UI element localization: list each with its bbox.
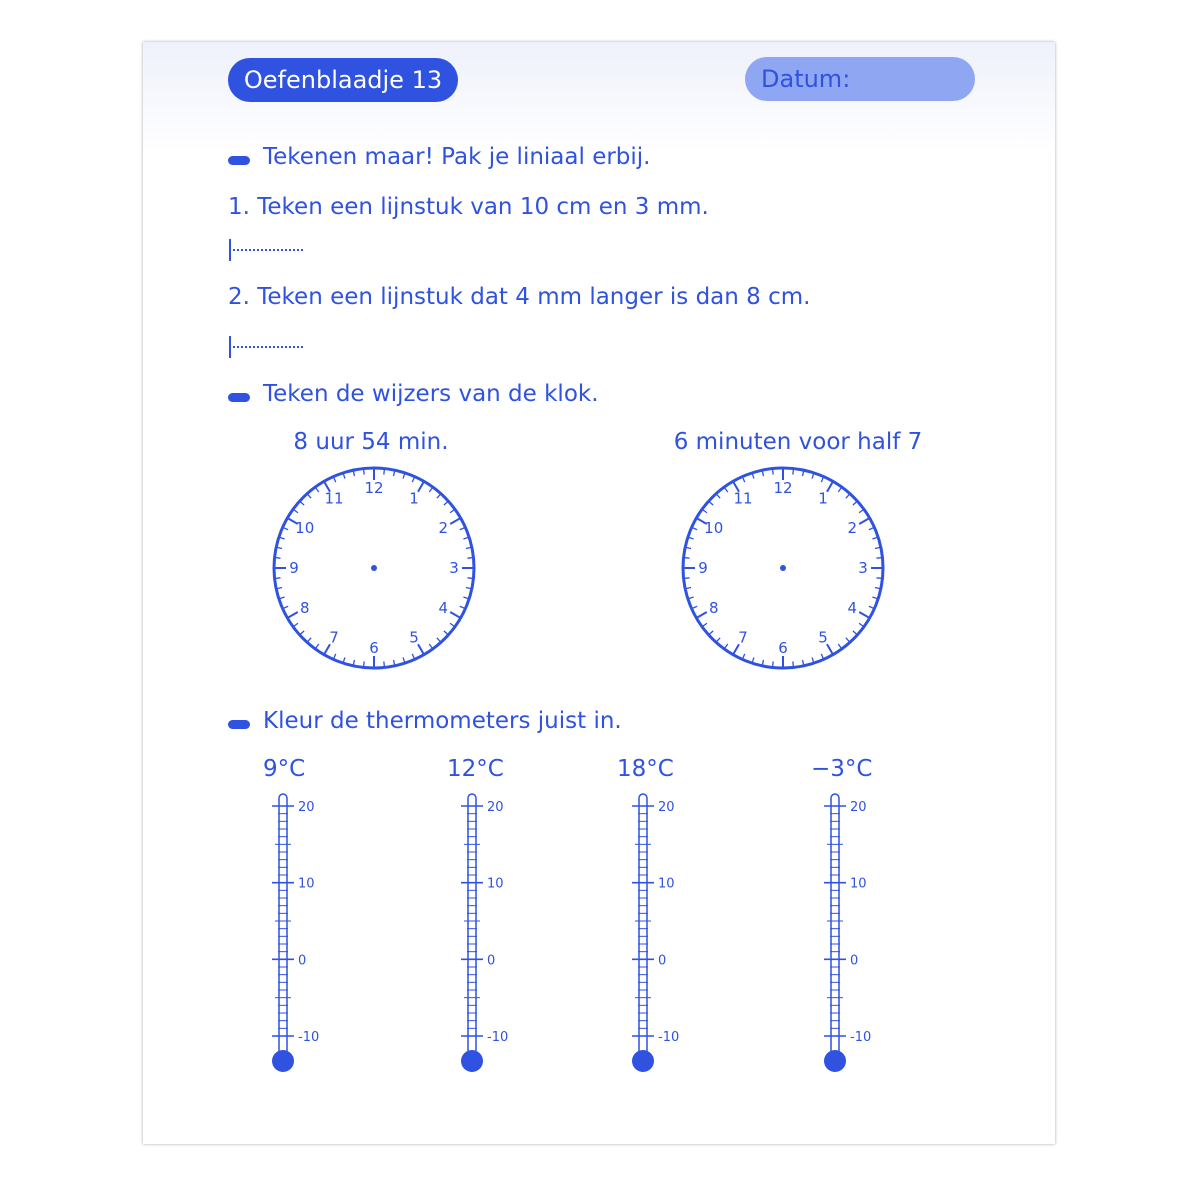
clock-tick bbox=[429, 644, 433, 649]
question-2: 2. Teken een lijnstuk dat 4 mm langer is dan 8 cm. bbox=[228, 284, 811, 310]
bullet-icon bbox=[228, 393, 250, 402]
clock-tick bbox=[450, 612, 460, 618]
clock-face-1[interactable] bbox=[269, 463, 479, 673]
clock-tick bbox=[702, 509, 707, 513]
therm-label-3: 18°C bbox=[617, 756, 674, 782]
therm-scale-label: 0 bbox=[850, 953, 859, 969]
start-tick bbox=[229, 336, 231, 358]
clock-tick bbox=[853, 631, 857, 635]
thermometer-4[interactable] bbox=[812, 792, 892, 1082]
clock-tick bbox=[444, 501, 448, 505]
clock-number: 3 bbox=[858, 559, 868, 577]
bullet-icon bbox=[228, 720, 250, 729]
therm-scale-label: -10 bbox=[487, 1030, 509, 1045]
date-field[interactable]: Datum: bbox=[745, 57, 975, 101]
start-tick bbox=[229, 239, 231, 261]
clock-tick bbox=[696, 612, 706, 618]
clock-tick bbox=[275, 578, 281, 579]
clock-tick bbox=[364, 469, 365, 475]
therm-scale-label: 20 bbox=[658, 800, 675, 815]
clock-number: 12 bbox=[364, 479, 384, 497]
clock-number: 7 bbox=[329, 628, 339, 647]
question-1: 1. Teken een lijnstuk van 10 cm en 3 mm. bbox=[228, 194, 709, 220]
clock-tick bbox=[709, 501, 713, 505]
clock-tick bbox=[384, 469, 385, 475]
clock-tick bbox=[793, 469, 794, 475]
clock-number: 5 bbox=[818, 628, 828, 647]
clock-tick bbox=[418, 644, 424, 654]
clock-number: 6 bbox=[778, 639, 788, 657]
dotted-guide bbox=[233, 346, 303, 348]
clock-label-1: 8 uur 54 min. bbox=[293, 429, 449, 455]
clock-tick bbox=[859, 623, 864, 627]
clock-tick bbox=[827, 644, 833, 654]
thermometer-3[interactable] bbox=[620, 792, 700, 1082]
clock-number: 1 bbox=[409, 489, 419, 508]
clock-tick bbox=[437, 638, 441, 642]
section-heading-clock: Teken de wijzers van de klok. bbox=[263, 381, 599, 407]
clock-tick bbox=[684, 578, 690, 579]
clock-tick bbox=[437, 494, 441, 498]
clock-tick bbox=[838, 644, 842, 649]
therm-scale-label: 20 bbox=[298, 800, 315, 815]
clock-tick bbox=[702, 623, 707, 627]
clock-tick bbox=[300, 631, 304, 635]
clock-tick bbox=[709, 631, 713, 635]
clock-tick bbox=[853, 501, 857, 505]
clock-tick bbox=[287, 612, 297, 618]
clock-number: 10 bbox=[704, 519, 724, 537]
clock-tick bbox=[716, 494, 720, 498]
clock-tick bbox=[450, 518, 460, 524]
clock-tick bbox=[450, 623, 455, 627]
worksheet-title: Oefenblaadje 13 bbox=[228, 58, 458, 102]
therm-bulb bbox=[824, 1050, 846, 1072]
clock-tick bbox=[846, 494, 850, 498]
clock-tick bbox=[859, 509, 864, 513]
clock-tick bbox=[724, 644, 728, 649]
therm-bulb bbox=[632, 1050, 654, 1072]
clock-number: 10 bbox=[295, 519, 315, 537]
thermometer-1[interactable] bbox=[260, 792, 340, 1082]
clock-label-2: 6 minuten voor half 7 bbox=[673, 429, 923, 455]
therm-bulb bbox=[461, 1050, 483, 1072]
clock-number: 5 bbox=[409, 628, 419, 647]
therm-label-1: 9°C bbox=[263, 756, 306, 782]
clock-tick bbox=[315, 644, 319, 649]
clock-number: 3 bbox=[449, 559, 459, 577]
clock-tick bbox=[293, 509, 298, 513]
therm-scale-label: 10 bbox=[658, 876, 675, 892]
clock-number: 2 bbox=[438, 519, 449, 537]
worksheet bbox=[143, 42, 1055, 1144]
clock-tick bbox=[418, 481, 424, 491]
clock-tick bbox=[724, 487, 728, 492]
clock-tick bbox=[846, 638, 850, 642]
clock-tick bbox=[876, 578, 882, 579]
clock-tick bbox=[307, 638, 311, 642]
clock-number: 8 bbox=[708, 599, 719, 617]
clock-number: 2 bbox=[847, 519, 858, 537]
therm-scale-label: 10 bbox=[850, 876, 867, 892]
therm-scale-label: -10 bbox=[658, 1030, 680, 1045]
therm-label-4: −3°C bbox=[811, 756, 873, 782]
clock-tick bbox=[315, 487, 319, 492]
therm-scale-label: 0 bbox=[658, 953, 667, 969]
clock-tick bbox=[773, 469, 774, 475]
therm-scale-label: 20 bbox=[850, 800, 867, 815]
clock-tick bbox=[364, 661, 365, 667]
clock-tick bbox=[716, 638, 720, 642]
therm-scale-label: 20 bbox=[487, 800, 504, 815]
clock-number: 9 bbox=[698, 559, 708, 577]
clock-tick bbox=[429, 487, 433, 492]
clock-tick bbox=[859, 518, 869, 524]
clock-center-dot bbox=[780, 565, 786, 571]
clock-tick bbox=[444, 631, 448, 635]
clock-number: 6 bbox=[369, 639, 379, 657]
clock-tick bbox=[384, 661, 385, 667]
clock-tick bbox=[684, 558, 690, 559]
clock-face-2[interactable] bbox=[678, 463, 888, 673]
clock-tick bbox=[467, 558, 473, 559]
section-heading-therm: Kleur de thermometers juist in. bbox=[263, 708, 622, 734]
therm-bulb bbox=[272, 1050, 294, 1072]
clock-number: 12 bbox=[773, 479, 793, 497]
clock-tick bbox=[793, 661, 794, 667]
clock-tick bbox=[467, 578, 473, 579]
clock-number: 9 bbox=[289, 559, 299, 577]
clock-number: 4 bbox=[847, 599, 858, 617]
therm-scale-label: -10 bbox=[298, 1030, 320, 1045]
clock-tick bbox=[876, 558, 882, 559]
clock-number: 11 bbox=[733, 489, 753, 508]
clock-tick bbox=[859, 612, 869, 618]
therm-label-2: 12°C bbox=[447, 756, 504, 782]
clock-tick bbox=[838, 487, 842, 492]
clock-tick bbox=[450, 509, 455, 513]
therm-scale-label: 10 bbox=[487, 876, 504, 892]
bullet-icon bbox=[228, 156, 250, 165]
dotted-guide bbox=[233, 249, 303, 251]
section-heading-ruler: Tekenen maar! Pak je liniaal erbij. bbox=[263, 144, 651, 170]
clock-number: 1 bbox=[818, 489, 828, 508]
clock-tick bbox=[307, 494, 311, 498]
therm-scale-label: 0 bbox=[298, 953, 307, 969]
clock-tick bbox=[300, 501, 304, 505]
clock-tick bbox=[275, 558, 281, 559]
clock-center-dot bbox=[371, 565, 377, 571]
thermometer-2[interactable] bbox=[449, 792, 529, 1082]
clock-tick bbox=[773, 661, 774, 667]
clock-tick bbox=[293, 623, 298, 627]
clock-number: 8 bbox=[299, 599, 310, 617]
clock-tick bbox=[827, 481, 833, 491]
therm-scale-label: 10 bbox=[298, 876, 315, 892]
clock-number: 7 bbox=[738, 628, 748, 647]
clock-number: 4 bbox=[438, 599, 449, 617]
clock-number: 11 bbox=[324, 489, 344, 508]
therm-scale-label: 0 bbox=[487, 953, 496, 969]
therm-scale-label: -10 bbox=[850, 1030, 872, 1045]
